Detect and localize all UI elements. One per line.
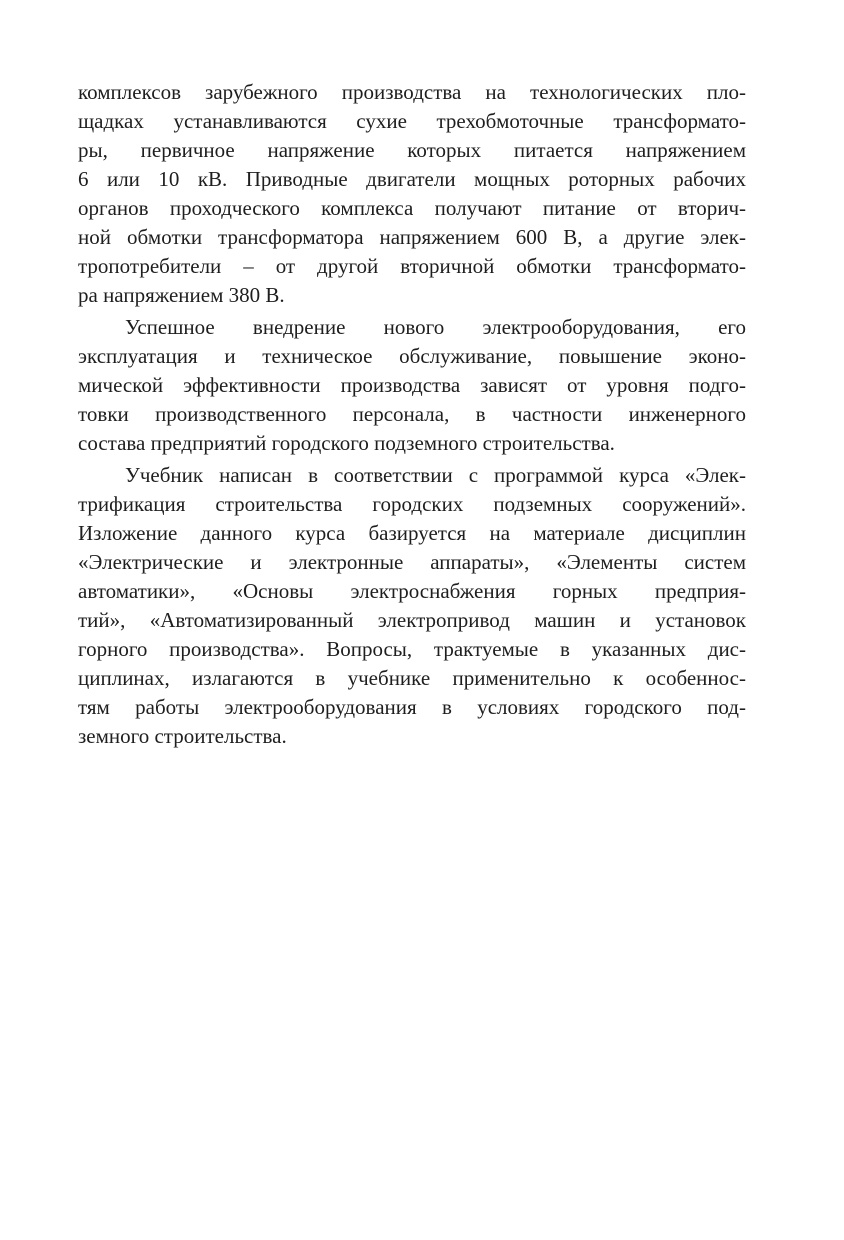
text-line: эксплуатация и техническое обслуживание, повышение эконо- xyxy=(78,344,746,368)
text-line: горного производства». Вопросы, трактуемые в указанных дис- xyxy=(78,637,746,661)
document-page xyxy=(78,78,746,751)
text-line: автоматики», «Основы электроснабжения горных предприя- xyxy=(78,579,746,603)
text-line: Успешное внедрение нового электрооборудования, его xyxy=(125,315,746,339)
text-line: тям работы электрооборудования в условиях городского под- xyxy=(78,695,746,719)
text-line: мической эффективности производства зависят от уровня подго- xyxy=(78,373,746,397)
text-line: трификация строительства городских подземных сооружений». xyxy=(78,492,746,516)
text-line: «Электрические и электронные аппараты», «Элементы систем xyxy=(78,550,746,574)
paragraph-1 xyxy=(78,78,746,310)
text-line: состава предприятий городского подземного строительства. xyxy=(78,431,615,455)
text-line: циплинах, излагаются в учебнике применительно к особеннос- xyxy=(78,666,746,690)
text-line: ра напряжением 380 В. xyxy=(78,283,285,307)
text-line: Учебник написан в соответствии с программой курса «Элек- xyxy=(125,463,746,487)
text-line: тропотребители – от другой вторичной обмотки трансформато- xyxy=(78,254,746,278)
text-line: тий», «Автоматизированный электропривод машин и установок xyxy=(78,608,746,632)
text-line: Изложение данного курса базируется на материале дисциплин xyxy=(78,521,746,545)
text-line: ры, первичное напряжение которых питается напряжением xyxy=(78,138,746,162)
text-line: земного строительства. xyxy=(78,724,287,748)
text-line: 6 или 10 кВ. Приводные двигатели мощных роторных рабочих xyxy=(78,167,746,191)
text-line: органов проходческого комплекса получают питание от вторич- xyxy=(78,196,746,220)
paragraph-2 xyxy=(78,313,746,458)
text-line: комплексов зарубежного производства на технологических пло- xyxy=(78,80,746,104)
text-line: ной обмотки трансформатора напряжением 600 В, а другие элек- xyxy=(78,225,746,249)
text-line: товки производственного персонала, в частности инженерного xyxy=(78,402,746,426)
text-line: щадках устанавливаются сухие трехобмоточные трансформато- xyxy=(78,109,746,133)
paragraph-3 xyxy=(78,461,746,751)
